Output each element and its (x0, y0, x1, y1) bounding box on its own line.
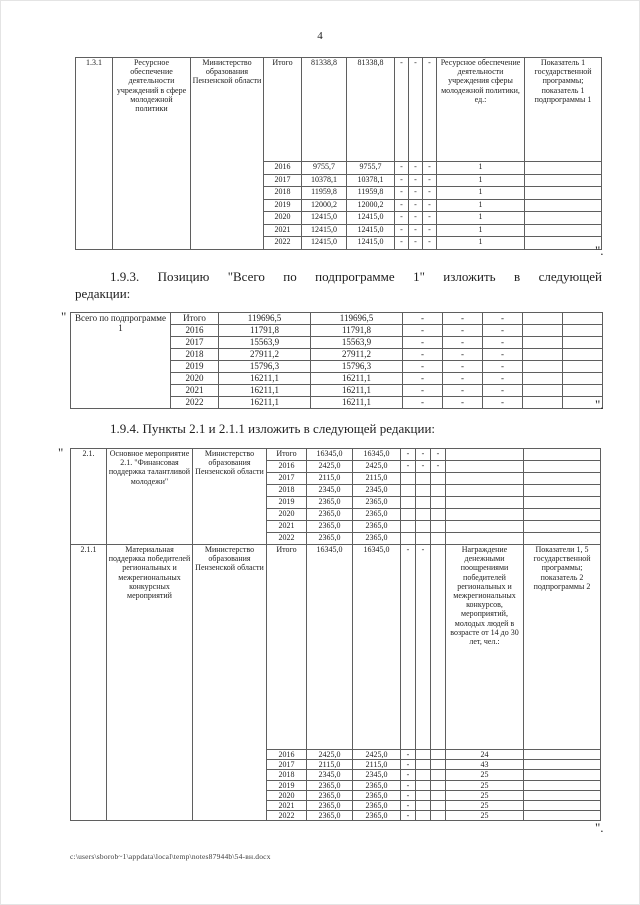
table-cell (524, 521, 601, 533)
table-cell: 2020 (267, 790, 307, 800)
table-cell: 2365,0 (353, 800, 401, 810)
table-cell: 2115,0 (353, 473, 401, 485)
table-cell: 1 (437, 237, 525, 250)
table-cell: - (483, 397, 523, 409)
quote-close-mark: ". (595, 820, 604, 835)
table-cell: 2018 (267, 485, 307, 497)
table-cell: - (395, 224, 409, 237)
table-cell (525, 212, 602, 225)
amendment-paragraph-1-9-3: 1.9.3. Позицию "Всего по подпрограмме 1" изложить в следующей редакции: (75, 269, 602, 301)
table-cell: 16345,0 (353, 449, 401, 461)
table-cell (401, 497, 416, 509)
table-cell (524, 461, 601, 473)
table-cell: 2345,0 (307, 770, 353, 780)
table-cell: 2345,0 (353, 770, 401, 780)
table-cell: 2365,0 (353, 780, 401, 790)
table-cell: 2425,0 (353, 750, 401, 760)
table-cell: - (443, 313, 483, 325)
table-cell: 15563,9 (219, 337, 311, 349)
table-cell (446, 461, 524, 473)
table-cell: 2365,0 (307, 811, 353, 821)
table-cell (431, 790, 446, 800)
table-cell: 2017 (171, 337, 219, 349)
table-cell (416, 497, 431, 509)
table-cell (416, 770, 431, 780)
table-cell (416, 790, 431, 800)
table-cell: 25 (446, 780, 524, 790)
table-cell: 119696,5 (311, 313, 403, 325)
table-cell: - (401, 545, 416, 750)
table-cell: - (395, 174, 409, 187)
table-cell: - (395, 58, 409, 162)
table-cell: - (483, 325, 523, 337)
table-cell: - (483, 373, 523, 385)
table-cell: 1 (437, 174, 525, 187)
table-cell: 2016 (264, 162, 302, 175)
table-cell: 2022 (264, 237, 302, 250)
table-cell: - (443, 325, 483, 337)
table-cell: 2.1.1 (71, 545, 107, 821)
table-cell (416, 800, 431, 810)
table-cell: 2019 (267, 497, 307, 509)
table-cell: 2019 (171, 361, 219, 373)
table-cell: - (443, 349, 483, 361)
table-cell: - (401, 790, 416, 800)
table-cell: Итого (171, 313, 219, 325)
table-cell: Основное мероприятие 2.1. "Финансовая поддержка талантливой молодежи" (107, 449, 193, 545)
table-cell: - (403, 349, 443, 361)
table-cell (431, 770, 446, 780)
table-cell (446, 497, 524, 509)
table-cell (446, 521, 524, 533)
table-cell: 2365,0 (307, 533, 353, 545)
table-cell (431, 800, 446, 810)
table-cell: - (431, 449, 446, 461)
table-cell: - (403, 385, 443, 397)
page-number: 4 (317, 30, 323, 42)
table-cell: - (401, 750, 416, 760)
table-cell: 2365,0 (307, 521, 353, 533)
table-cell: - (409, 187, 423, 200)
table-cell (416, 760, 431, 770)
table-cell: Ресурсное обеспечение деятельности учреждений в сфере молодежной политики (113, 58, 191, 250)
table-cell (524, 811, 601, 821)
table-cell: 2365,0 (307, 509, 353, 521)
table-cell: 2365,0 (353, 790, 401, 800)
table-cell: 43 (446, 760, 524, 770)
table-cell: 1.3.1 (76, 58, 113, 250)
table-cell: 2115,0 (307, 473, 353, 485)
table-cell: 16211,1 (311, 385, 403, 397)
table-cell: 9755,7 (302, 162, 347, 175)
table-cell (523, 313, 563, 325)
table-cell (524, 473, 601, 485)
table-cell: - (443, 397, 483, 409)
table-cell: - (423, 212, 437, 225)
table-cell (416, 473, 431, 485)
table-cell: 2345,0 (353, 485, 401, 497)
table-cell (524, 770, 601, 780)
quote-close-mark: ". (595, 397, 604, 412)
table-cell: - (409, 174, 423, 187)
table-cell: 2021 (171, 385, 219, 397)
table-cell (431, 473, 446, 485)
table-cell: 2020 (264, 212, 302, 225)
table-cell: Материальная поддержка победителей региональных и межрегиональных конкурсных мероприятий (107, 545, 193, 821)
table-cell (524, 780, 601, 790)
table-cell: 2016 (267, 461, 307, 473)
table-cell (524, 800, 601, 810)
table-cell: 16345,0 (353, 545, 401, 750)
table-cell: - (431, 461, 446, 473)
table-cell: 10378,1 (302, 174, 347, 187)
table-cell: 2022 (267, 811, 307, 821)
quote-open-mark: " (61, 309, 67, 324)
table-cell: - (395, 212, 409, 225)
table-cell: Показатели 1, 5 государственной программы; показатель 2 подпрограммы 2 (524, 545, 601, 750)
table-cell: 2365,0 (307, 780, 353, 790)
table-cell (446, 473, 524, 485)
table-cell: - (483, 337, 523, 349)
table-cell: - (409, 224, 423, 237)
table-cell: 2017 (267, 760, 307, 770)
table-cell (431, 497, 446, 509)
table-cell: - (403, 313, 443, 325)
table-cell: - (423, 199, 437, 212)
table-cell: - (401, 800, 416, 810)
table-cell: Показатель 1 государственной программы; показатель 1 подпрограммы 1 (525, 58, 602, 162)
table-cell: 2365,0 (353, 533, 401, 545)
table-cell: 2365,0 (353, 811, 401, 821)
table-cell (431, 485, 446, 497)
table-cell (525, 237, 602, 250)
table-cell: - (483, 313, 523, 325)
table-cell: 81338,8 (347, 58, 395, 162)
table-cell: Всего по подпрограмме 1 (71, 313, 171, 409)
table-cell: Итого (267, 449, 307, 461)
table-cell: 2425,0 (307, 461, 353, 473)
table-cell: 2017 (267, 473, 307, 485)
table-cell: 12415,0 (302, 224, 347, 237)
table-cell: 2017 (264, 174, 302, 187)
table-cell: 2365,0 (353, 521, 401, 533)
table-cell: 2022 (267, 533, 307, 545)
table-cell (523, 385, 563, 397)
table-cell: 15796,3 (219, 361, 311, 373)
table-cell: 2365,0 (353, 497, 401, 509)
table-points-2-1-and-2-1-1 (70, 448, 601, 821)
table-cell: 2018 (267, 770, 307, 780)
table-resource-support-holder (75, 57, 602, 250)
table-cell: 11791,8 (311, 325, 403, 337)
table-cell (523, 325, 563, 337)
table-cell (446, 533, 524, 545)
table-cell (431, 780, 446, 790)
table-cell: 1 (437, 199, 525, 212)
table-cell (524, 760, 601, 770)
table-cell (446, 449, 524, 461)
table-cell: - (401, 780, 416, 790)
table-cell (431, 521, 446, 533)
table-cell: - (403, 361, 443, 373)
table-cell (563, 373, 603, 385)
table-cell (523, 349, 563, 361)
footer-file-path: c:\users\sborob~1\appdata\local\temp\notes87944b\54-вн.docx (70, 852, 271, 861)
table-cell: - (443, 337, 483, 349)
table-cell (563, 313, 603, 325)
table-cell: Итого (267, 545, 307, 750)
table-cell (524, 497, 601, 509)
table-cell (431, 760, 446, 770)
table-cell (431, 509, 446, 521)
table-cell (524, 485, 601, 497)
table-cell: 12415,0 (347, 212, 395, 225)
table-cell: 119696,5 (219, 313, 311, 325)
table-cell: 2365,0 (353, 509, 401, 521)
table-cell: - (416, 449, 431, 461)
table-cell: - (403, 397, 443, 409)
table-cell: - (416, 461, 431, 473)
table-cell (524, 509, 601, 521)
table-cell: - (423, 187, 437, 200)
table-cell: 16345,0 (307, 545, 353, 750)
table-cell: - (443, 385, 483, 397)
table-cell: 1 (437, 187, 525, 200)
table-1-3-1-resource-support (75, 57, 602, 250)
table-cell (525, 174, 602, 187)
table-cell (416, 509, 431, 521)
table-cell (416, 521, 431, 533)
table-cell: 15563,9 (311, 337, 403, 349)
table-cell: Министерство образования Пензенской области (193, 545, 267, 821)
table-cell: 2018 (264, 187, 302, 200)
table-cell: 15796,3 (311, 361, 403, 373)
table-cell: 81338,8 (302, 58, 347, 162)
table-cell: 2019 (267, 780, 307, 790)
table-cell: Итого (264, 58, 302, 162)
table-cell (525, 187, 602, 200)
table-cell: 25 (446, 790, 524, 800)
table-cell: - (416, 545, 431, 750)
table-cell: 2115,0 (353, 760, 401, 770)
table-total-subprogram-holder (70, 312, 603, 409)
table-cell (523, 337, 563, 349)
table-cell: 2425,0 (353, 461, 401, 473)
table-cell: 25 (446, 811, 524, 821)
table-cell (416, 485, 431, 497)
table-cell: 2022 (171, 397, 219, 409)
table-cell: - (423, 224, 437, 237)
table-cell: - (401, 760, 416, 770)
table-cell: 25 (446, 770, 524, 780)
table-cell: Министерство образования Пензенской области (191, 58, 264, 250)
table-cell (523, 373, 563, 385)
table-cell (524, 790, 601, 800)
table-cell: 1 (437, 212, 525, 225)
table-cell: - (409, 162, 423, 175)
table-cell: 16211,1 (219, 373, 311, 385)
table-total-subprogram-1 (70, 312, 603, 409)
table-cell (401, 521, 416, 533)
table-cell (416, 750, 431, 760)
table-cell: 11959,8 (302, 187, 347, 200)
table-cell (563, 337, 603, 349)
table-cell: - (401, 461, 416, 473)
table-cell: 24 (446, 750, 524, 760)
table-cell (431, 545, 446, 750)
table-cell: 27911,2 (219, 349, 311, 361)
table-cell (563, 361, 603, 373)
table-cell: - (423, 237, 437, 250)
quote-open-mark: " (58, 445, 64, 460)
table-cell: - (395, 237, 409, 250)
table-cell: - (403, 325, 443, 337)
table-cell (401, 485, 416, 497)
table-cell: 2021 (267, 800, 307, 810)
table-cell: - (443, 361, 483, 373)
table-cell: - (483, 361, 523, 373)
table-cell: 12415,0 (302, 212, 347, 225)
table-cell (416, 533, 431, 545)
table-cell (431, 750, 446, 760)
table-cell: - (395, 187, 409, 200)
table-cell: - (401, 770, 416, 780)
table-cell: 9755,7 (347, 162, 395, 175)
table-cell: 2021 (264, 224, 302, 237)
table-cell: - (483, 385, 523, 397)
table-cell (524, 750, 601, 760)
table-cell (401, 473, 416, 485)
table-cell: - (401, 811, 416, 821)
table-cell: 2016 (171, 325, 219, 337)
table-points-2-1-holder (70, 448, 601, 821)
table-cell (563, 349, 603, 361)
table-cell: 2.1. (71, 449, 107, 545)
table-cell (416, 811, 431, 821)
table-cell: 2365,0 (307, 790, 353, 800)
table-cell: 2018 (171, 349, 219, 361)
table-cell: 12000,2 (302, 199, 347, 212)
table-cell: - (403, 373, 443, 385)
table-cell (563, 325, 603, 337)
table-cell: - (409, 58, 423, 162)
table-cell: - (423, 174, 437, 187)
table-cell: 2345,0 (307, 485, 353, 497)
table-cell: - (423, 58, 437, 162)
quote-close-mark: ". (595, 243, 604, 258)
table-cell (446, 485, 524, 497)
table-cell: - (483, 349, 523, 361)
table-cell: - (403, 337, 443, 349)
table-cell: 16211,1 (219, 385, 311, 397)
table-cell: 2020 (171, 373, 219, 385)
table-cell (431, 811, 446, 821)
table-cell (525, 224, 602, 237)
table-cell: - (423, 162, 437, 175)
table-cell (525, 199, 602, 212)
table-cell (446, 509, 524, 521)
table-cell: 2365,0 (307, 497, 353, 509)
table-cell: 2020 (267, 509, 307, 521)
table-cell: 16345,0 (307, 449, 353, 461)
table-cell: - (409, 199, 423, 212)
table-cell: 16211,1 (311, 373, 403, 385)
table-cell (524, 533, 601, 545)
table-cell (523, 397, 563, 409)
table-cell: 11959,8 (347, 187, 395, 200)
table-cell: 12000,2 (347, 199, 395, 212)
table-cell: Награждение денежными поощрениями победителей региональных и межрегиональных конкурсов, мероприятий, молодых людей в возрасте от 14 до 30 лет, чел.: (446, 545, 524, 750)
table-cell: - (443, 373, 483, 385)
table-cell: 12415,0 (347, 224, 395, 237)
table-cell: Ресурсное обеспечение деятельности учреждения сферы молодежной политики, ед.: (437, 58, 525, 162)
table-cell (416, 780, 431, 790)
table-cell: - (409, 212, 423, 225)
table-cell: 11791,8 (219, 325, 311, 337)
table-cell: 1 (437, 224, 525, 237)
table-cell (523, 361, 563, 373)
table-cell: - (401, 449, 416, 461)
table-cell: 2019 (264, 199, 302, 212)
table-cell: 16211,1 (219, 397, 311, 409)
table-cell (563, 385, 603, 397)
amendment-paragraph-1-9-4: 1.9.4. Пункты 2.1 и 2.1.1 изложить в следующей редакции: (110, 421, 436, 436)
table-cell (401, 533, 416, 545)
table-cell (431, 533, 446, 545)
table-cell: 16211,1 (311, 397, 403, 409)
table-cell (525, 162, 602, 175)
table-cell: 2021 (267, 521, 307, 533)
table-cell: - (395, 199, 409, 212)
table-cell (524, 449, 601, 461)
table-cell: 10378,1 (347, 174, 395, 187)
table-cell: 27911,2 (311, 349, 403, 361)
table-cell (401, 509, 416, 521)
table-cell: Министерство образования Пензенской области (193, 449, 267, 545)
table-cell: 1 (437, 162, 525, 175)
table-cell: 12415,0 (347, 237, 395, 250)
table-cell: - (409, 237, 423, 250)
table-cell: 12415,0 (302, 237, 347, 250)
table-cell: 25 (446, 800, 524, 810)
table-cell: 2016 (267, 750, 307, 760)
table-cell: 2425,0 (307, 750, 353, 760)
table-cell: - (395, 162, 409, 175)
table-cell: 2115,0 (307, 760, 353, 770)
table-cell: 2365,0 (307, 800, 353, 810)
